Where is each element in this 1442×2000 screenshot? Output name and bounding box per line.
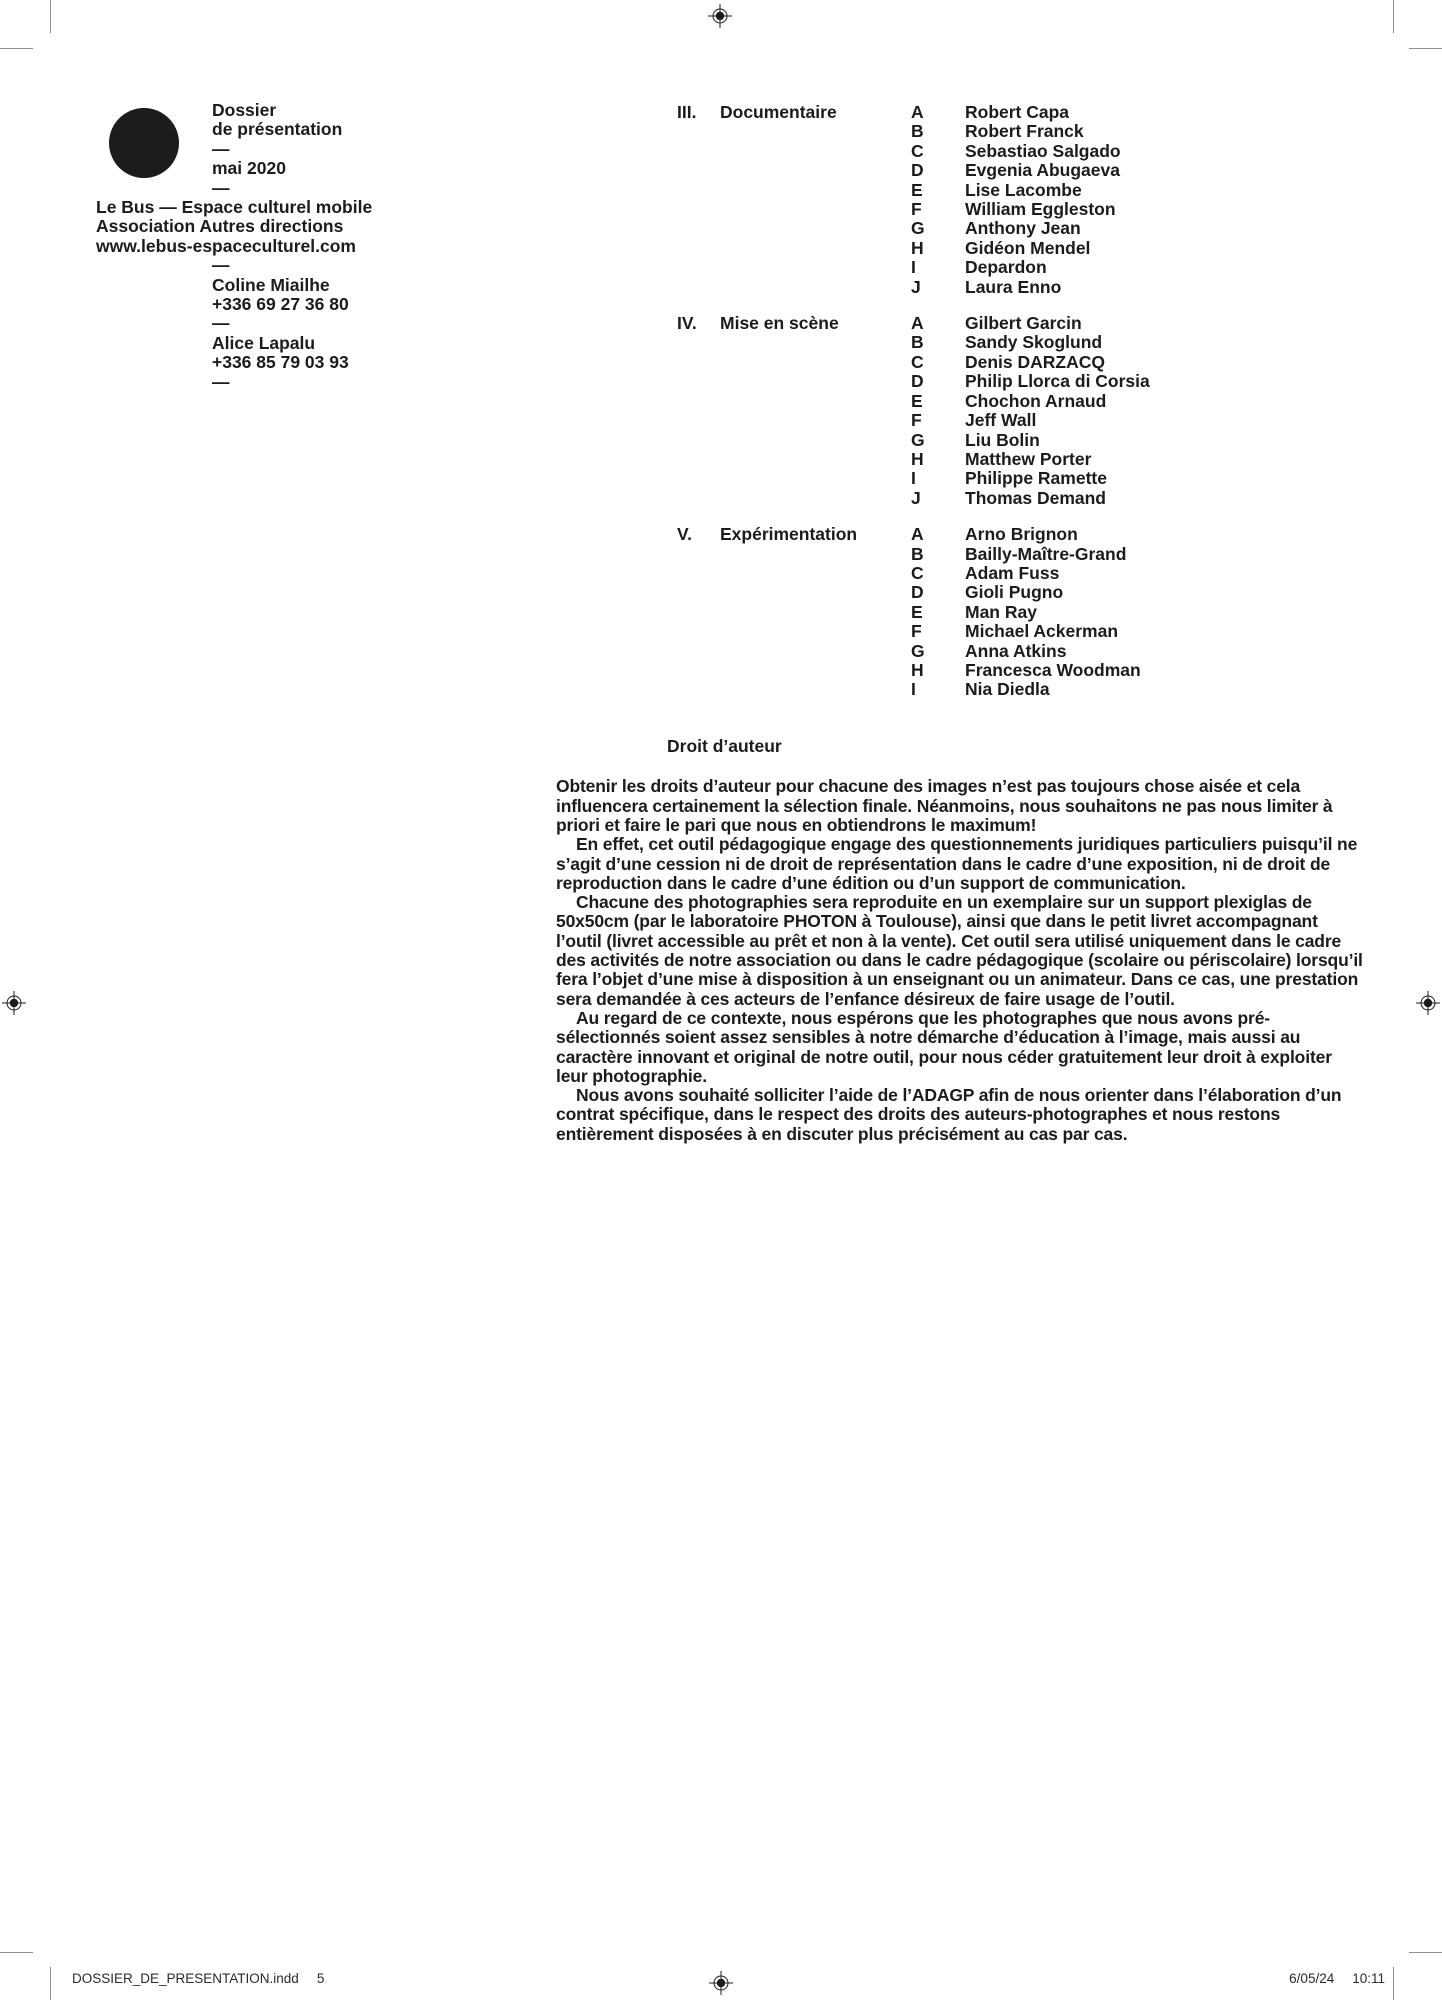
entry-name: Nia Diedla bbox=[965, 679, 1050, 700]
entry-name: William Eggleston bbox=[965, 199, 1116, 220]
entry-letter: E bbox=[911, 179, 923, 200]
entry-letter: F bbox=[911, 410, 922, 431]
section-numeral bbox=[677, 392, 720, 411]
entry-letter: C bbox=[911, 351, 924, 372]
entry-letter: I bbox=[911, 468, 916, 489]
section-title bbox=[720, 142, 911, 161]
section-title bbox=[720, 489, 911, 508]
section-title bbox=[720, 583, 911, 602]
crop-mark bbox=[50, 0, 51, 33]
separator-dash: — bbox=[212, 177, 230, 198]
section-title: Expérimentation bbox=[720, 524, 858, 545]
section-numeral bbox=[677, 450, 720, 469]
association-name: Association Autres directions bbox=[96, 216, 344, 237]
entry-name: Chochon Arnaud bbox=[965, 390, 1107, 411]
crop-mark bbox=[1393, 1967, 1394, 2000]
sections bbox=[677, 103, 1377, 717]
section-title bbox=[720, 661, 911, 680]
footer-date: 6/05/24 bbox=[1289, 1971, 1335, 1986]
section-numeral bbox=[677, 200, 720, 219]
entry-name: Philip Llorca di Corsia bbox=[965, 371, 1150, 392]
section-title bbox=[720, 353, 911, 372]
section-title bbox=[720, 680, 911, 699]
section-numeral bbox=[677, 661, 720, 680]
entry-name: Matthew Porter bbox=[965, 448, 1092, 469]
entry-letter: A bbox=[911, 313, 924, 334]
entry-name: Liu Bolin bbox=[965, 429, 1040, 450]
entry-letter: I bbox=[911, 679, 916, 700]
section-IV bbox=[677, 314, 1377, 508]
section-numeral bbox=[677, 622, 720, 641]
contact-name: Coline Miailhe bbox=[212, 274, 330, 295]
entry-letter: G bbox=[911, 218, 925, 239]
contact-name: Alice Lapalu bbox=[212, 332, 316, 353]
section-title bbox=[720, 239, 911, 258]
entry-letter: J bbox=[911, 487, 921, 508]
section-title bbox=[720, 122, 911, 141]
section-title bbox=[720, 431, 911, 450]
section-numeral bbox=[677, 333, 720, 352]
registration-mark-icon bbox=[1416, 991, 1440, 1015]
entry-letter: A bbox=[911, 102, 924, 122]
body-paragraph: En effet, cet outil pédagogique engage des questionnements juridiques particuliers puisqu’il ne s’agit d’une cession ni de droit de représentation dans le cadre d’une exposition, ni de droit de reproduction dans le cadre d’une édition ou d’un support de communication. bbox=[556, 834, 1358, 893]
entry-letter: B bbox=[911, 121, 924, 142]
section-title bbox=[720, 161, 911, 180]
body-paragraph: Au regard de ce contexte, nous espérons que les photographes que nous avons pré-sélectionnés soient assez sensibles à notre démarche d’éducation à l’image, mais aussi au caractère innovant et original de notre outil, pour nous céder gratuitement leur droit à exploiter leur photographie. bbox=[556, 1007, 1332, 1086]
section-numeral bbox=[677, 122, 720, 141]
entry-letter: H bbox=[911, 237, 924, 258]
entry-letter: H bbox=[911, 448, 924, 469]
entry-letter: F bbox=[911, 199, 922, 220]
section-numeral bbox=[677, 161, 720, 180]
crop-mark bbox=[1409, 48, 1442, 49]
entry-letter: B bbox=[911, 332, 924, 353]
entry-name: Anthony Jean bbox=[965, 218, 1081, 239]
entry-letter: D bbox=[911, 371, 924, 392]
section-numeral bbox=[677, 372, 720, 391]
section-title bbox=[720, 564, 911, 583]
section-V bbox=[677, 525, 1377, 700]
entry-letter: I bbox=[911, 257, 916, 278]
entry-name: Anna Atkins bbox=[965, 640, 1067, 661]
section-title bbox=[720, 642, 911, 661]
contact-phone: +336 85 79 03 93 bbox=[212, 352, 349, 373]
entry-name: Gioli Pugno bbox=[965, 582, 1064, 603]
section-title bbox=[720, 219, 911, 238]
separator-dash: — bbox=[212, 255, 230, 276]
section-numeral: V. bbox=[677, 524, 692, 545]
entry-letter: B bbox=[911, 543, 924, 564]
section-numeral bbox=[677, 431, 720, 450]
entry-letter: F bbox=[911, 621, 922, 642]
separator-dash: — bbox=[212, 138, 230, 159]
body-paragraph: Nous avons souhaité solliciter l’aide de l’ADAGP afin de nous orienter dans l’élaboration d’un contrat spécifique, dans le respect des droits des auteurs-photographes et nous restons entièrement disposées à en discuter plus précisément au cas par cas. bbox=[556, 1085, 1342, 1144]
section-title bbox=[720, 278, 911, 297]
entry-name: Man Ray bbox=[965, 601, 1037, 622]
org-name: Le Bus — Espace culturel mobile bbox=[96, 197, 373, 218]
entry-name: Arno Brignon bbox=[965, 524, 1078, 545]
entry-letter: E bbox=[911, 601, 923, 622]
section-III bbox=[677, 103, 1377, 297]
entry-name: Denis DARZACQ bbox=[965, 351, 1106, 372]
entry-name: Francesca Woodman bbox=[965, 659, 1141, 680]
section-numeral bbox=[677, 545, 720, 564]
section-numeral bbox=[677, 258, 720, 277]
section-title bbox=[720, 200, 911, 219]
section-numeral: III. bbox=[677, 102, 697, 122]
section-numeral bbox=[677, 411, 720, 430]
section-numeral bbox=[677, 142, 720, 161]
contact-phone: +336 69 27 36 80 bbox=[212, 294, 349, 315]
section-numeral bbox=[677, 489, 720, 508]
section-title: Mise en scène bbox=[720, 313, 839, 334]
section-title bbox=[720, 258, 911, 277]
entry-name: Robert Franck bbox=[965, 121, 1084, 142]
section-numeral bbox=[677, 239, 720, 258]
crop-mark bbox=[1393, 0, 1394, 33]
entry-name: Depardon bbox=[965, 257, 1047, 278]
article-body bbox=[556, 777, 1366, 1144]
section-title bbox=[720, 603, 911, 622]
entry-letter: J bbox=[911, 276, 921, 297]
footer-filename-slug bbox=[72, 1971, 324, 1986]
entry-name: Laura Enno bbox=[965, 276, 1062, 297]
entry-name: Jeff Wall bbox=[965, 410, 1037, 431]
entry-name: Gilbert Garcin bbox=[965, 313, 1082, 334]
section-title bbox=[720, 469, 911, 488]
entry-name: Bailly-Maître-Grand bbox=[965, 543, 1127, 564]
registration-mark-icon bbox=[708, 4, 732, 28]
section-numeral bbox=[677, 564, 720, 583]
section-title bbox=[720, 333, 911, 352]
entry-name: Thomas Demand bbox=[965, 487, 1106, 508]
section-numeral bbox=[677, 642, 720, 661]
masthead-contacts bbox=[96, 256, 516, 372]
entry-name: Philippe Ramette bbox=[965, 468, 1107, 489]
doc-date: mai 2020 bbox=[212, 158, 286, 179]
doc-title-line-2: de présentation bbox=[212, 119, 343, 140]
separator-dash: — bbox=[212, 371, 230, 392]
entry-name: Robert Capa bbox=[965, 102, 1070, 122]
masthead bbox=[96, 101, 516, 392]
body-paragraph: Chacune des photographies sera reproduite en un exemplaire sur un support plexiglas de 50x50cm (par le laboratoire PHOTON à Toulouse), ainsi que dans le petit livret accompagnant l’outil (livret accessible au prêt et non à la vente). Cet outil sera utilisé uniquement dans le cadre des activités de notre association ou dans le cadre pédagogique (scolaire ou périscolaire) lorsqu’il fera l’objet d’une mise à disposition à un enseignant ou un animateur. Dans ce cas, une prestation sera demandée à ces acteurs de l’enfance désireux de faire usage de l’outil. bbox=[556, 892, 1363, 1009]
section-numeral: IV. bbox=[677, 313, 697, 334]
footer-time: 10:11 bbox=[1352, 1971, 1385, 1986]
entry-letter: G bbox=[911, 640, 925, 661]
footer-filename: DOSSIER_DE_PRESENTATION.indd bbox=[72, 1971, 299, 1986]
entry-letter: G bbox=[911, 429, 925, 450]
section-title bbox=[720, 545, 911, 564]
crop-mark bbox=[0, 1952, 33, 1953]
section-title bbox=[720, 622, 911, 641]
section-numeral bbox=[677, 353, 720, 372]
entry-letter: E bbox=[911, 390, 923, 411]
entry-letter: D bbox=[911, 582, 924, 603]
entry-name: Evgenia Abugaeva bbox=[965, 160, 1120, 181]
entry-name: Sebastiao Salgado bbox=[965, 140, 1121, 161]
section-numeral bbox=[677, 181, 720, 200]
crop-mark bbox=[0, 48, 33, 49]
section-title: Documentaire bbox=[720, 102, 837, 122]
section-numeral bbox=[677, 219, 720, 238]
crop-mark bbox=[50, 1967, 51, 2000]
section-numeral bbox=[677, 680, 720, 699]
entry-name: Lise Lacombe bbox=[965, 179, 1082, 200]
section-title bbox=[720, 392, 911, 411]
entry-letter: C bbox=[911, 562, 924, 583]
entry-letter: C bbox=[911, 140, 924, 161]
article-heading: Droit d’auteur bbox=[667, 736, 782, 756]
section-title bbox=[720, 181, 911, 200]
section-title bbox=[720, 372, 911, 391]
section-numeral bbox=[677, 583, 720, 602]
section-numeral bbox=[677, 278, 720, 297]
entry-name: Sandy Skoglund bbox=[965, 332, 1103, 353]
section-title bbox=[720, 411, 911, 430]
body-paragraph: Obtenir les droits d’auteur pour chacune des images n’est pas toujours chose aisée et cela influencera certainement la sélection finale. Néanmoins, nous souhaitons ne pas nous limiter à priori et faire le pari que nous en obtiendrons le maximum! bbox=[556, 776, 1333, 835]
entry-name: Michael Ackerman bbox=[965, 621, 1119, 642]
separator-dash: — bbox=[212, 313, 230, 334]
section-title bbox=[720, 450, 911, 469]
doc-title-line-1: Dossier bbox=[212, 100, 277, 120]
footer-timestamp-slug bbox=[1289, 1971, 1385, 1986]
entry-name: Adam Fuss bbox=[965, 562, 1060, 583]
registration-mark-icon bbox=[709, 1971, 733, 1995]
entry-letter: H bbox=[911, 659, 924, 680]
section-numeral bbox=[677, 469, 720, 488]
entry-letter: D bbox=[911, 160, 924, 181]
entry-letter: A bbox=[911, 524, 924, 545]
entry-name: Gidéon Mendel bbox=[965, 237, 1091, 258]
article bbox=[556, 737, 1366, 1144]
crop-mark bbox=[1409, 1952, 1442, 1953]
section-numeral bbox=[677, 603, 720, 622]
registration-mark-icon bbox=[2, 991, 26, 1015]
website-url: www.lebus-espaceculturel.com bbox=[96, 235, 356, 256]
footer-page-number: 5 bbox=[316, 1971, 325, 1986]
